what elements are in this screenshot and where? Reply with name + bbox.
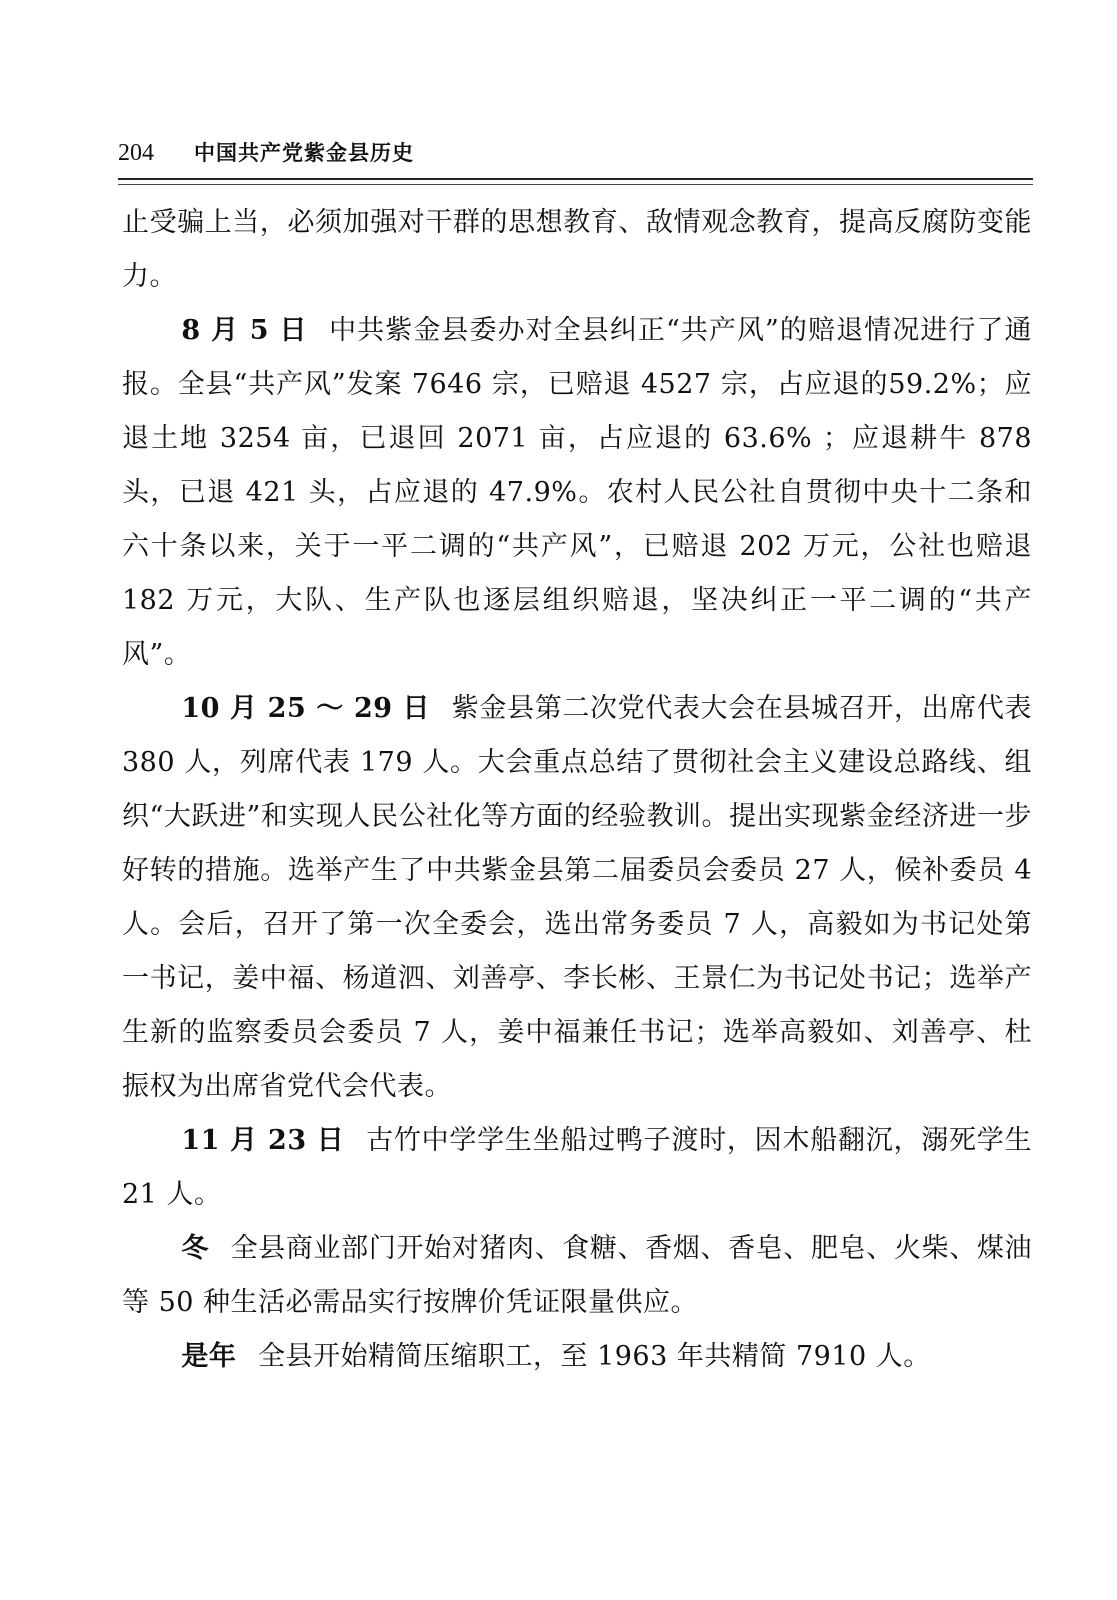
page-number: 204 xyxy=(118,140,154,166)
paragraph-continuation xyxy=(122,196,1032,304)
entry-aug-5 xyxy=(122,304,1032,682)
entry-date-label: 冬 xyxy=(181,1233,210,1264)
entry-this-year xyxy=(122,1330,1032,1384)
header-rule-thin xyxy=(118,184,1033,185)
entry-date-label: 10 月 25 ～ 29 日 xyxy=(181,693,431,724)
entry-text: 全县商业部门开始对猪肉、食糖、香烟、香皂、肥皂、火柴、煤油等 50 种生活必需品实行按牌价凭证限量供应。 xyxy=(122,1233,1033,1318)
entry-text: 紫金县第二次党代表大会在县城召开，出席代表 380 人，列席代表 179 人。大会重点总结了贯彻社会主义建设总路线、组织“大跃进”和实现人民公社化等方面的经验教训。提出实现紫金经济进一步好转的措施。选举产生了中共紫金县第二届委员会委员 27 人，候补委员 4 人。会后，召开了第一次全委会，选出常务委员 7 人，高毅如为书记处第一书记，姜中福、杨道泗、刘善亭、李长彬、王景仁为书记处书记；选举产生新的监察委员会委员 7 人，姜中福兼任书记；选举高毅如、刘善亭、杜振权为出席省党代会代表。 xyxy=(122,693,1032,1102)
page-header xyxy=(118,138,1033,178)
entry-text: 全县开始精简压缩职工，至 1963 年共精简 7910 人。 xyxy=(257,1341,931,1372)
entry-date-label: 8 月 5 日 xyxy=(181,315,308,346)
entry-oct-25-29 xyxy=(122,682,1032,1114)
header-rule xyxy=(118,178,1033,180)
entry-nov-23 xyxy=(122,1114,1032,1222)
entry-text: 中共紫金县委办对全县纠正“共产风”的赔退情况进行了通报。全县“共产风”发案 7646 宗，已赔退 4527 宗，占应退的59.2%；应退土地 3254 亩，已退回 2071 亩，占应退的 63.6% ；应退耕牛 878 头，已退 421 头，占应退的 47.9%。农村人民公社自贯彻中央十二条和六十条以来，关于一平二调的“共产风”，已赔退 202 万元，公社也赔退 182 万元，大队、生产队也逐层组织赔退，坚决纠正一平二调的“共产风”。 xyxy=(122,315,1033,670)
entry-text: 古竹中学学生坐船过鸭子渡时，因木船翻沉，溺死学生 21 人。 xyxy=(122,1125,1032,1210)
entry-date-label: 是年 xyxy=(181,1341,237,1372)
paragraph-text: 止受骗上当，必须加强对干群的思想教育、敌情观念教育，提高反腐防变能力。 xyxy=(122,207,1032,292)
book-title: 中国共产党紫金县历史 xyxy=(194,140,414,165)
entry-date-label: 11 月 23 日 xyxy=(181,1125,345,1156)
entry-winter xyxy=(122,1222,1032,1330)
body-text xyxy=(122,196,1032,1384)
